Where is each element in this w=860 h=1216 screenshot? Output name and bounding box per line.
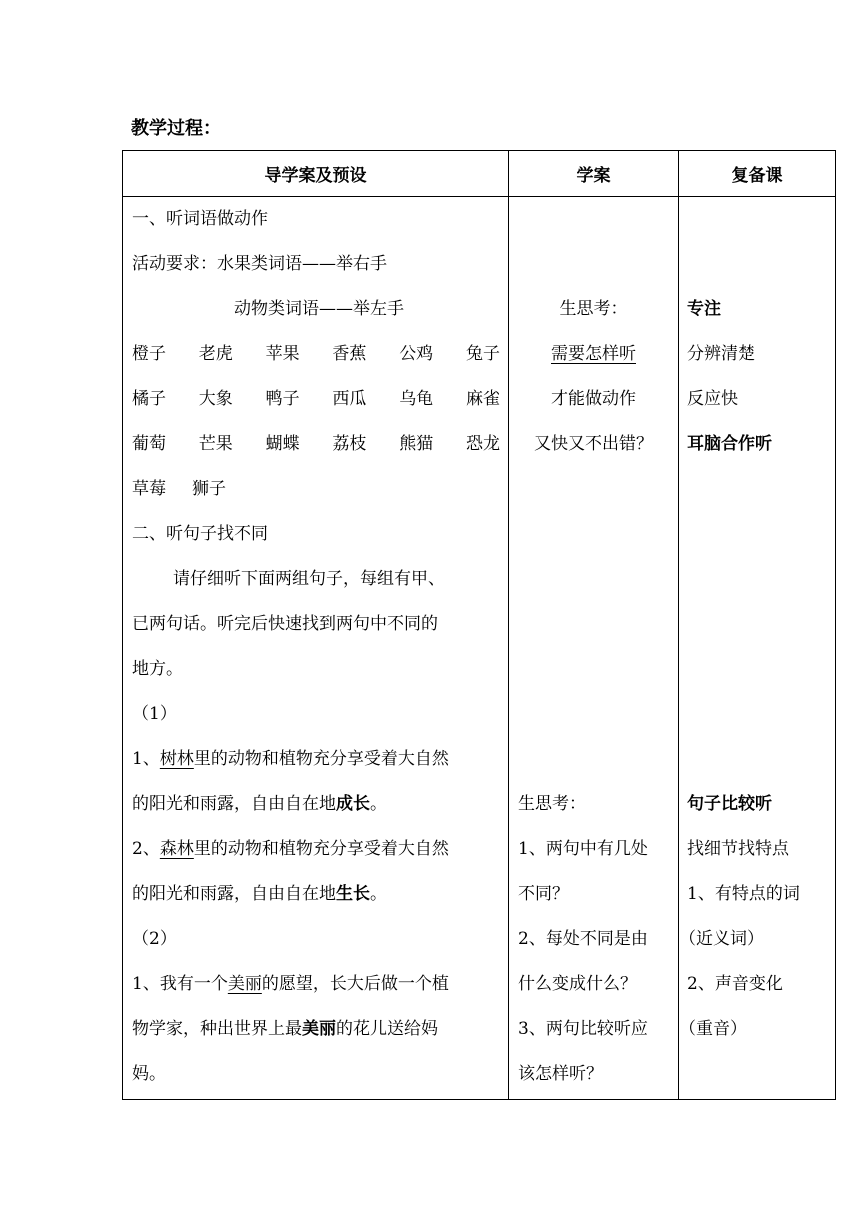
g2-sentence-1-cont [132, 1018, 438, 1040]
g2-sentence-1 [132, 973, 449, 995]
think-label-2: 生思考： [518, 794, 586, 814]
group-1-label: （1） [132, 704, 177, 724]
question-2-line: 该怎样听？ [518, 1064, 603, 1084]
word-row [132, 343, 500, 365]
review-focus: 专注 [687, 299, 721, 319]
word: 鸭子 [265, 389, 300, 409]
g1-sentence-2 [132, 838, 449, 860]
bold-word: 美丽 [302, 1019, 336, 1039]
word: 荔枝 [332, 434, 367, 454]
question-2-line: 不同？ [518, 884, 569, 904]
section-title: 教学过程： [131, 118, 221, 139]
word: 熊猫 [399, 434, 434, 454]
text: 里的动物和植物充分享受着大自然 [193, 839, 449, 859]
think-label-1: 生思考： [559, 299, 628, 319]
word: 狮子 [192, 479, 226, 499]
review-point-1-note: （近义词） [679, 929, 764, 949]
intro-line-2: 已两句话。听完后快速找到两句中不同的 [132, 614, 438, 634]
text: 里的动物和植物充分享受着大自然 [193, 749, 449, 769]
question-1a: 需要怎样听 [551, 344, 636, 364]
word: 大象 [198, 389, 233, 409]
group-2-label: （2） [132, 929, 177, 949]
text: 的花儿送给妈 [336, 1019, 438, 1039]
question-1c: 又快又不出错？ [534, 434, 653, 454]
word: 麻雀 [465, 389, 500, 409]
word: 乌龟 [399, 389, 434, 409]
underlined-word: 树林 [159, 749, 194, 769]
text: 的阳光和雨露，自由自在地 [132, 884, 336, 904]
bold-word: 成长 [336, 794, 370, 814]
word: 西瓜 [332, 389, 367, 409]
underlined-word: 美丽 [227, 974, 262, 994]
text: 物学家，种出世界上最 [132, 1019, 302, 1039]
review-detail: 找细节找特点 [687, 839, 789, 859]
activity-req-2: 动物类词语——举左手 [234, 299, 404, 319]
review-ear-brain: 耳脑合作听 [687, 434, 772, 454]
question-1b: 才能做动作 [551, 389, 636, 409]
word: 蝴蝶 [265, 434, 300, 454]
word: 兔子 [465, 344, 500, 364]
text: 。 [370, 884, 387, 904]
g1-sentence-1 [132, 748, 449, 770]
header-guide: 导学案及预设 [123, 151, 509, 197]
text: 1、我有一个 [132, 974, 228, 994]
word: 草莓 [132, 479, 166, 499]
review-quick: 反应快 [687, 389, 738, 409]
g1-sentence-1-cont [132, 793, 387, 815]
word: 香蕉 [332, 344, 367, 364]
question-2-line: 2、每处不同是由 [518, 929, 648, 949]
question-2-line: 1、两句中有几处 [518, 839, 648, 859]
review-distinguish: 分辨清楚 [687, 344, 755, 364]
review-cell [679, 197, 836, 1100]
intro-line-3: 地方。 [132, 659, 183, 679]
bold-word: 生长 [336, 884, 370, 904]
lesson-table [122, 150, 836, 1100]
text: 的愿望，长大后做一个植 [261, 974, 449, 994]
word: 芒果 [198, 434, 233, 454]
question-2-line: 什么变成什么？ [518, 974, 637, 994]
word-row [132, 433, 500, 455]
g2-sentence-1-end: 妈。 [132, 1064, 166, 1084]
review-point-2-note: （重音） [679, 1019, 747, 1039]
guide-cell [123, 197, 509, 1100]
section2-heading: 二、听句子找不同 [132, 524, 268, 544]
word: 老虎 [198, 344, 233, 364]
text: 的阳光和雨露，自由自在地 [132, 794, 336, 814]
word-row [132, 388, 500, 410]
question-2-line: 3、两句比较听应 [518, 1019, 648, 1039]
word: 葡萄 [132, 434, 166, 454]
header-study: 学案 [509, 151, 679, 197]
word: 公鸡 [399, 344, 434, 364]
study-cell [509, 197, 679, 1100]
section1-heading: 一、听词语做动作 [132, 209, 268, 229]
review-point-2: 2、声音变化 [687, 974, 783, 994]
content-row [123, 197, 836, 1100]
header-row [123, 151, 836, 197]
review-compare: 句子比较听 [687, 794, 772, 814]
activity-req-1: 活动要求：水果类词语——举右手 [132, 254, 387, 274]
text: 2、 [132, 839, 160, 859]
intro-line-1: 请仔细听下面两组句子，每组有甲、 [173, 569, 445, 589]
word: 橙子 [132, 344, 166, 364]
text: 。 [370, 794, 387, 814]
header-review: 复备课 [679, 151, 836, 197]
word: 橘子 [132, 389, 166, 409]
g1-sentence-2-cont [132, 883, 387, 905]
word: 恐龙 [465, 434, 500, 454]
word-row-last [132, 478, 226, 500]
word: 苹果 [265, 344, 300, 364]
text: 1、 [132, 749, 160, 769]
review-point-1: 1、有特点的词 [687, 884, 800, 904]
underlined-word: 森林 [159, 839, 194, 859]
